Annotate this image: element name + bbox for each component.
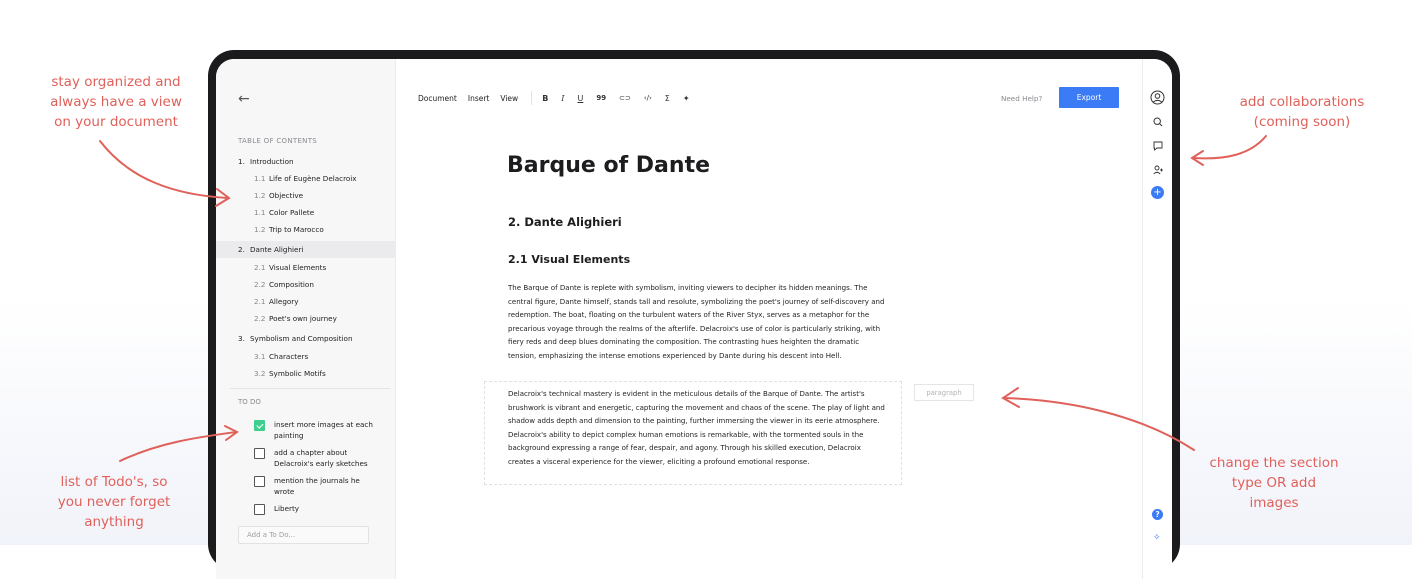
todo-checkbox[interactable] (254, 476, 265, 487)
toc-section-dante-alighieri[interactable]: 2. Dante Alighieri (238, 245, 304, 254)
todo-label: add a chapter about Delacroix's early sketches (274, 448, 368, 468)
toolbar-divider (531, 91, 532, 105)
todo-heading: TO DO (238, 398, 261, 406)
todo-checkbox[interactable] (254, 448, 265, 459)
toc-item[interactable]: 2.2 Poet's own journey (254, 314, 337, 323)
annotation-todos: list of Todo's, so you never forget anything (57, 474, 171, 530)
toc-heading: TABLE OF CONTENTS (238, 137, 318, 145)
export-button[interactable]: Export (1059, 87, 1119, 108)
toc-item[interactable]: 2.1 Visual Elements (254, 263, 327, 272)
todo-item (254, 419, 374, 441)
help-icon[interactable]: ? (1152, 509, 1163, 520)
sidebar (216, 59, 396, 579)
user-circle-icon[interactable] (1150, 90, 1165, 105)
paragraph-selected[interactable]: Delacroix's technical mastery is evident in the meticulous details of the Barque of Dante. The artist's brushwork is vibrant and energetic, capturing the movement and chaos of the scene. The play of light and shadow adds depth and dimension to the painting, further immersing the viewer in its eerie atmosphere. Delacroix's ability to depict complex human emotions is remarkable, with the tormented souls in the background expressing a range of fear, despair, and agony. Through his skilled execution, Delacroix creates a visceral experience for the viewer, eliciting a profound emotional response. (508, 389, 885, 466)
toc-item[interactable]: 3.2 Symbolic Motifs (254, 369, 326, 378)
toc-item[interactable]: 1.2 Objective (254, 191, 304, 200)
toc-section-symbolism[interactable]: 3. Symbolism and Composition (238, 334, 353, 343)
toc-item[interactable]: 1.1 Life of Eugène Delacroix (254, 174, 357, 183)
add-todo-input[interactable]: Add a To Do... (238, 526, 369, 544)
italic-icon[interactable]: I (561, 93, 565, 103)
block-type-select[interactable]: paragraph (914, 384, 974, 401)
todo-item (254, 447, 374, 469)
toolbar (418, 85, 703, 111)
need-help-link[interactable]: Need Help? (1001, 94, 1043, 103)
toc-section-introduction[interactable]: 1. Introduction (238, 157, 294, 166)
todo-item (254, 503, 374, 515)
add-icon[interactable]: + (1151, 186, 1164, 199)
menu-document[interactable]: Document (418, 93, 457, 103)
menu-view[interactable]: View (500, 93, 519, 103)
annotation-collab: add collaborations (coming soon) (1239, 94, 1365, 130)
todo-label: mention the journals he wrote (274, 476, 360, 496)
menu-insert[interactable]: Insert (467, 93, 490, 103)
todo-checkbox[interactable] (254, 420, 265, 431)
ai-sparkle-icon[interactable]: ✦ (682, 93, 690, 103)
paragraph[interactable]: The Barque of Dante is replete with symbolism, inviting viewers to decipher its hidden meanings. The central figure, Dante himself, stands tall and resolute, symbolizing the poet's journey of self-discovery and redemption. The boat, floating on the turbulent waters of the River Styx, serves as a metaphor for the precarious voyage through the realms of the afterlife. Delacroix's use of color is particularly striking, with fiery reds and deep blues dominating the composition. The contrasting hues heighten the dramatic tension, emphasizing the intense emotions experienced by Dante during his descent into Hell. (508, 283, 885, 360)
section-heading[interactable]: 2. Dante Alighieri (508, 215, 622, 229)
todo-item (254, 475, 374, 497)
document-title[interactable]: Barque of Dante (507, 153, 711, 178)
toc-item[interactable]: 1.1 Color Pallete (254, 208, 315, 217)
annotation-organize: stay organized and always have a view on your document (50, 74, 182, 130)
toc-item[interactable]: 3.1 Characters (254, 352, 309, 361)
annotation-section: change the section type OR add images (1209, 455, 1339, 511)
sparkle-icon[interactable]: ✧ (1153, 533, 1161, 543)
right-rail (1142, 59, 1172, 579)
toc-item[interactable]: 1.2 Trip to Marocco (254, 225, 324, 234)
comment-icon[interactable] (1153, 141, 1163, 151)
arrow-left-icon[interactable]: ← (238, 91, 250, 107)
todo-checkbox[interactable] (254, 504, 265, 515)
app-window (216, 59, 1172, 579)
toc-item[interactable]: 2.2 Composition (254, 280, 314, 289)
divider (230, 388, 390, 389)
formula-icon[interactable]: Σ (664, 93, 670, 103)
toc-item[interactable]: 2.1 Allegory (254, 297, 299, 306)
todo-label: Liberty (274, 504, 300, 513)
link-icon[interactable]: ⊂⊃ (619, 94, 631, 102)
search-icon[interactable] (1153, 117, 1163, 127)
subsection-heading[interactable]: 2.1 Visual Elements (508, 253, 631, 266)
todo-label: insert more images at each painting (274, 420, 373, 440)
quote-icon[interactable]: 99 (596, 94, 607, 102)
underline-icon[interactable]: U (577, 93, 584, 103)
code-icon[interactable]: ‹/› (643, 94, 652, 102)
bold-icon[interactable]: B (542, 93, 549, 103)
add-user-icon[interactable] (1153, 165, 1164, 175)
device-frame (208, 50, 1180, 570)
